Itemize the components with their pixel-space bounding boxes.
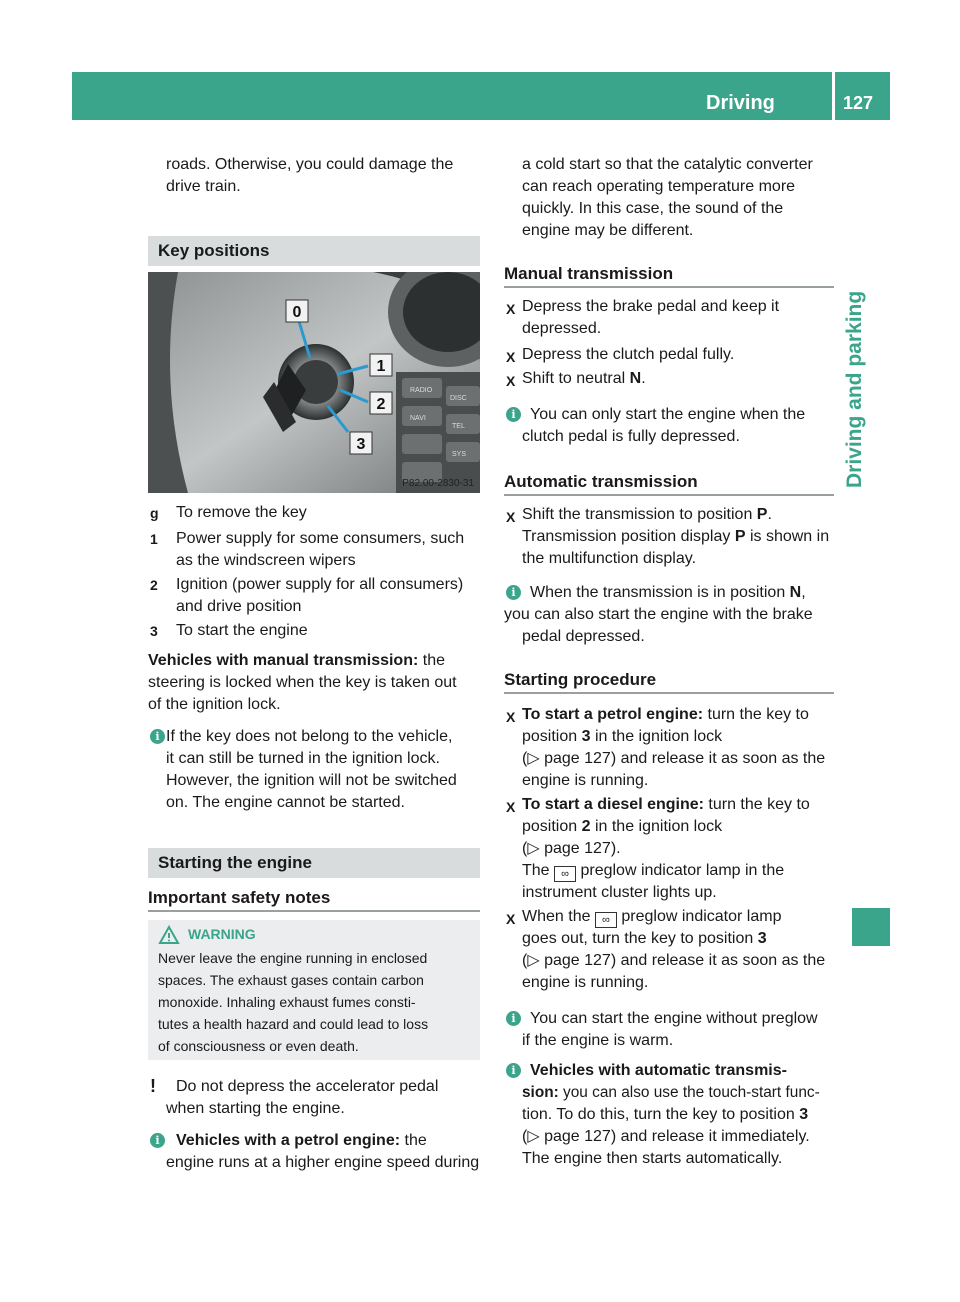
diesel-step-line-4 [522,860,784,882]
auto-step-line-2-text: Transmission position display [522,528,735,545]
when-step-line-1-text: When the [522,908,595,925]
step-arrow-icon: X [506,301,516,317]
starting-engine-heading-text: Starting the engine [158,853,312,872]
image-marker-0: 0 [292,304,302,321]
image-code: P82.00-2830-31 [402,478,474,489]
auto-position-p: P [756,506,768,523]
auto-touch-line-2 [522,1082,820,1104]
diesel-step-line-1-rest: turn the key to [703,796,810,813]
key-marker-2: 2 [150,577,158,593]
auto-touch-line-5: The engine then starts automatically. [522,1150,783,1167]
auto-step-line-2-rest: is shown in [745,528,830,545]
note-line-2: when starting the engine. [166,1100,345,1117]
info-1-line-1: If the key does not belong to the vehicle, [166,728,453,745]
note-exclamation-icon: ! [150,1076,156,1096]
auto-touch-label-line-2: sion: [522,1084,559,1101]
heading-rule [504,692,834,694]
petrol-step-line-2-text: position [522,728,582,745]
key-item-0-line-1: To remove the key [176,504,307,521]
cont-line-2: can reach operating temperature more [522,178,796,195]
manual-steering-line-2: steering is locked when the key is taken out [148,674,457,691]
diesel-step-line-2-rest: in the ignition lock [590,818,723,835]
image-marker-3: 3 [356,436,366,453]
automatic-transmission-heading: Automatic transmission [504,472,698,491]
when-step-line-4: engine is running. [522,974,649,991]
manual-step-3 [522,368,646,390]
warning-triangle-icon [158,925,180,945]
petrol-step-line-2-rest: in the ignition lock [590,728,723,745]
preglow-indicator-icon: ∞ [595,912,617,928]
petrol-line-1 [176,1130,427,1152]
manual-step-1-line-1: Depress the brake pedal and keep it [522,298,780,315]
info-1-line-4: on. The engine cannot be started. [166,794,405,811]
auto-info-n: N [789,584,802,601]
step-arrow-icon: X [506,373,516,389]
manual-steering-line-1-rest: the [418,652,445,669]
warning-line-1: Never leave the engine running in enclosed [158,950,428,966]
auto-touch-position-number: 3 [799,1106,809,1123]
petrol-step-label: To start a petrol engine: [522,706,704,723]
header-section-title: Driving [706,92,775,114]
key-marker-1: 1 [150,531,158,547]
auto-info-line-3: pedal depressed. [522,628,645,645]
neutral-letter: N [629,370,642,387]
auto-touch-line-2-rest: you can also use the touch-start func- [558,1084,820,1101]
diesel-step-line-4-rest: preglow indicator lamp in the [576,862,785,879]
key-item-3-line-1: To start the engine [176,622,308,639]
intro-line-2: drive train. [166,178,241,195]
safety-notes-heading: Important safety notes [148,888,331,907]
tel-button-label: TEL [452,423,465,430]
heading-rule [504,286,834,288]
image-marker-1: 1 [376,358,386,375]
petrol-step-line-1 [522,704,809,726]
step-arrow-icon: X [506,509,516,525]
diesel-step-label: To start a diesel engine: [522,796,704,813]
key-marker-3: 3 [150,623,158,639]
warm-info-line-2: if the engine is warm. [522,1032,674,1049]
info-icon: i [506,1011,521,1026]
manual-step-2: Depress the clutch pedal fully. [522,346,735,363]
auto-display-p: P [734,528,746,545]
warning-title: WARNING [188,926,256,942]
step-arrow-icon: X [506,911,516,927]
key-item-2-line-1: Ignition (power supply for all consumers) [176,576,464,593]
when-step-line-3[interactable]: (▷ page 127) and release it as soon as the [522,952,826,969]
auto-touch-line-3-text: tion. To do this, turn the key to position [522,1106,800,1123]
neutral-suffix: . [641,370,646,387]
petrol-line-1-rest: the [400,1132,427,1149]
manual-step-3-text: Shift to neutral [522,370,630,387]
info-1-line-3: However, the ignition will not be switched [166,772,457,789]
petrol-label: Vehicles with a petrol engine: [176,1132,401,1149]
when-step-line-2-text: goes out, turn the key to position [522,930,758,947]
radio-button-label: RADIO [410,387,433,394]
ignition-lock-photo [148,272,480,493]
heading-rule [148,910,480,912]
preglow-indicator-icon: ∞ [554,866,576,882]
key-marker-0: g [150,505,159,521]
manual-info-line-2: clutch pedal is fully depressed. [522,428,740,445]
manual-steering-line-1 [148,650,445,672]
warning-line-5: of consciousness or even death. [158,1038,359,1054]
manual-transmission-heading: Manual transmission [504,264,674,283]
starting-procedure-heading: Starting procedure [504,670,657,689]
when-step-line-1 [522,906,781,928]
diesel-step-line-1 [522,794,810,816]
side-tab [840,268,880,488]
info-icon: i [506,1063,521,1078]
auto-info-line-2: you can also start the engine with the brake [504,606,813,623]
info-icon: i [506,585,521,600]
warm-info-line-1: You can start the engine without preglow [530,1010,818,1027]
manual-steering-line-3: of the ignition lock. [148,696,281,713]
auto-info-line-1-end: , [801,584,806,601]
petrol-line-2: engine runs at a higher engine speed during [166,1154,480,1171]
auto-step-line-3: the multifunction display. [522,550,697,567]
note-line-1: Do not depress the accelerator pedal [176,1078,439,1095]
sys-button-label: SYS [452,451,467,458]
petrol-step-line-1-rest: turn the key to [703,706,809,723]
key-item-1-line-1: Power supply for some consumers, such [176,530,465,547]
warning-line-4: tutes a health hazard and could lead to loss [158,1016,429,1032]
navi-button-label: NAVI [410,415,426,422]
auto-touch-label-line-1: Vehicles with automatic transmis- [530,1062,787,1079]
page-number: 127 [843,93,874,113]
manual-step-1-line-2: depressed. [522,320,602,337]
key-positions-heading [148,236,480,266]
info-icon: i [506,407,521,422]
step-arrow-icon: X [506,709,516,725]
side-tab-label: Driving and parking [843,290,866,488]
key-item-2-line-2: and drive position [176,598,302,615]
info-1-line-2: it can still be turned in the ignition lock. [166,750,440,767]
warning-line-3: monoxide. Inhaling exhaust fumes consti- [158,994,416,1010]
cont-line-3: quickly. In this case, the sound of the [522,200,784,217]
info-icon: i [150,729,165,744]
when-step-line-2 [522,928,767,950]
auto-info-line-1-text: When the transmission is in position [530,584,790,601]
key-item-1-line-2: as the windscreen wipers [176,552,356,569]
diesel-step-line-3[interactable]: (▷ page 127). [522,840,621,857]
diesel-step-line-2 [522,816,722,838]
intro-line-1: roads. Otherwise, you could damage the [166,156,454,173]
starting-engine-heading [148,848,480,878]
auto-touch-line-3 [522,1104,808,1126]
step-arrow-icon: X [506,349,516,365]
when-step-line-1-rest: preglow indicator lamp [616,908,782,925]
cont-line-4: engine may be different. [522,222,694,239]
petrol-position-number: 3 [581,728,591,745]
manual-steering-label: Vehicles with manual transmission: [148,652,419,669]
petrol-step-line-3[interactable]: (▷ page 127) and release it as soon as the [522,750,826,767]
heading-rule [504,494,834,496]
ignition-lock-illustration [148,272,480,493]
diesel-step-line-2-text: position [522,818,582,835]
auto-touch-line-4[interactable]: (▷ page 127) and release it immediately. [522,1128,810,1145]
when-position-number: 3 [757,930,767,947]
petrol-step-line-2 [522,726,722,748]
auto-step-line-1: Shift the transmission to position P. [522,506,772,523]
petrol-step-line-4: engine is running. [522,772,649,789]
image-marker-2: 2 [376,396,386,413]
disc-button-label: DISC [450,395,467,402]
auto-step-line-2 [522,526,829,548]
diesel-position-number: 2 [581,818,591,835]
info-icon: i [150,1133,165,1148]
header-divider [832,72,835,120]
auto-info-line-1 [530,582,806,604]
side-tab-marker [852,908,890,946]
cont-line-1: a cold start so that the catalytic converter [522,156,813,173]
step-arrow-icon: X [506,799,516,815]
diesel-step-line-4-text: The [522,862,555,879]
key-positions-heading-text: Key positions [158,241,270,260]
warning-line-2: spaces. The exhaust gases contain carbon [158,972,424,988]
auto-step-line-1-text: Shift the transmission to position [522,506,757,523]
diesel-step-line-5: instrument cluster lights up. [522,884,717,901]
manual-info-line-1: You can only start the engine when the [530,406,806,423]
